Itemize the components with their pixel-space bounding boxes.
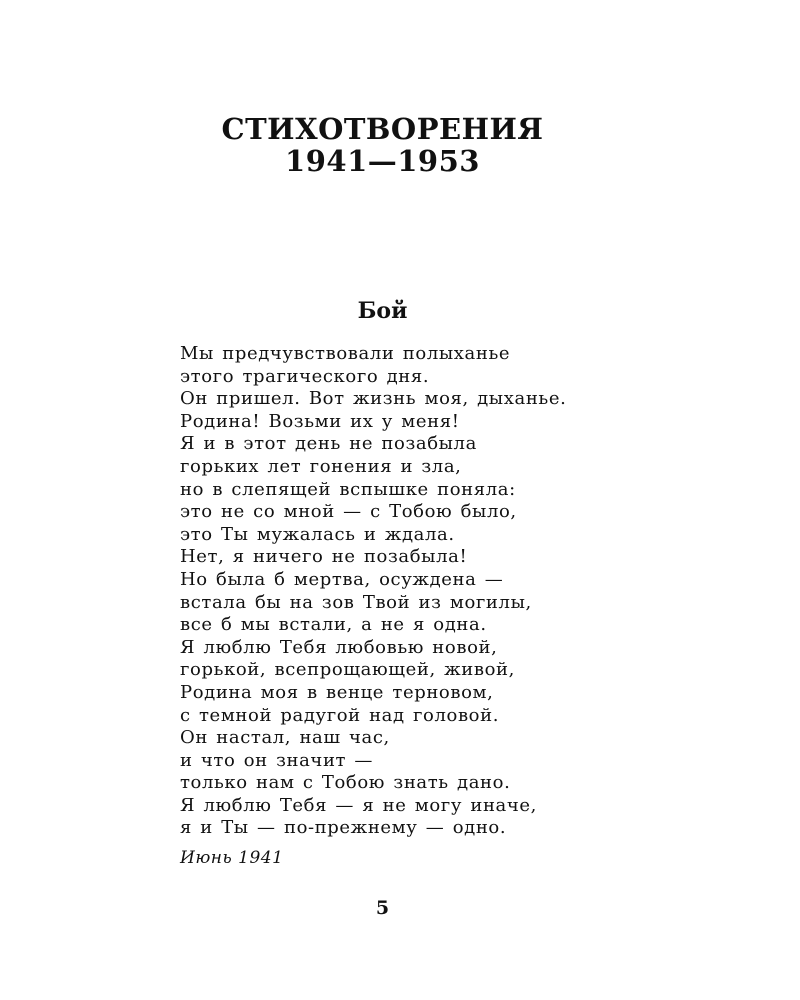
poem-body: [180, 343, 740, 840]
poem-line: я и Ты — по-прежнему — одно.: [180, 817, 507, 839]
poem-line: Родина! Возьми их у меня!: [180, 410, 460, 432]
poem-line: Я люблю Тебя любовью новой,: [180, 636, 498, 658]
poem-line: это Ты мужалась и ждала.: [180, 523, 455, 545]
poem-line: горькой, всепрощающей, живой,: [180, 659, 515, 681]
poem-line: Я и в этот день не позабыла: [180, 433, 477, 455]
poem-date: Июнь 1941: [180, 848, 284, 868]
poem-line: Мы предчувствовали полыханье: [180, 343, 511, 364]
poem-line: все б мы встали, а не я одна.: [180, 614, 487, 636]
poem-line: горьких лет гонения и зла,: [180, 455, 462, 477]
poem-line: но в слепящей вспышке поняла:: [180, 478, 516, 500]
section-title: СТИХОТВОРЕНИЯ: [221, 112, 544, 146]
poem-line: это не со мной — с Тобою было,: [180, 501, 517, 523]
poem-line: только нам с Тобою знать дано.: [180, 772, 511, 794]
poem-line: встала бы на зов Твой из могилы,: [180, 591, 532, 613]
poem-title: Бой: [357, 298, 408, 324]
poem-line: этого трагического дня.: [180, 365, 430, 387]
poem-line: и что он значит —: [180, 749, 374, 771]
poem-line: Родина моя в венце терновом,: [180, 681, 494, 703]
poem-line: Нет, я ничего не позабыла!: [180, 546, 468, 568]
poem-line: Он пришел. Вот жизнь моя, дыханье.: [180, 388, 567, 410]
poem-line: с темной радугой над головой.: [180, 704, 500, 726]
section-years: 1941—1953: [285, 144, 480, 178]
page-number: 5: [375, 897, 390, 919]
poem-line: Он настал, наш час,: [180, 727, 390, 749]
poem-line: Но была б мертва, осуждена —: [180, 568, 504, 590]
poem-line: Я люблю Тебя — я не могу иначе,: [180, 794, 537, 816]
